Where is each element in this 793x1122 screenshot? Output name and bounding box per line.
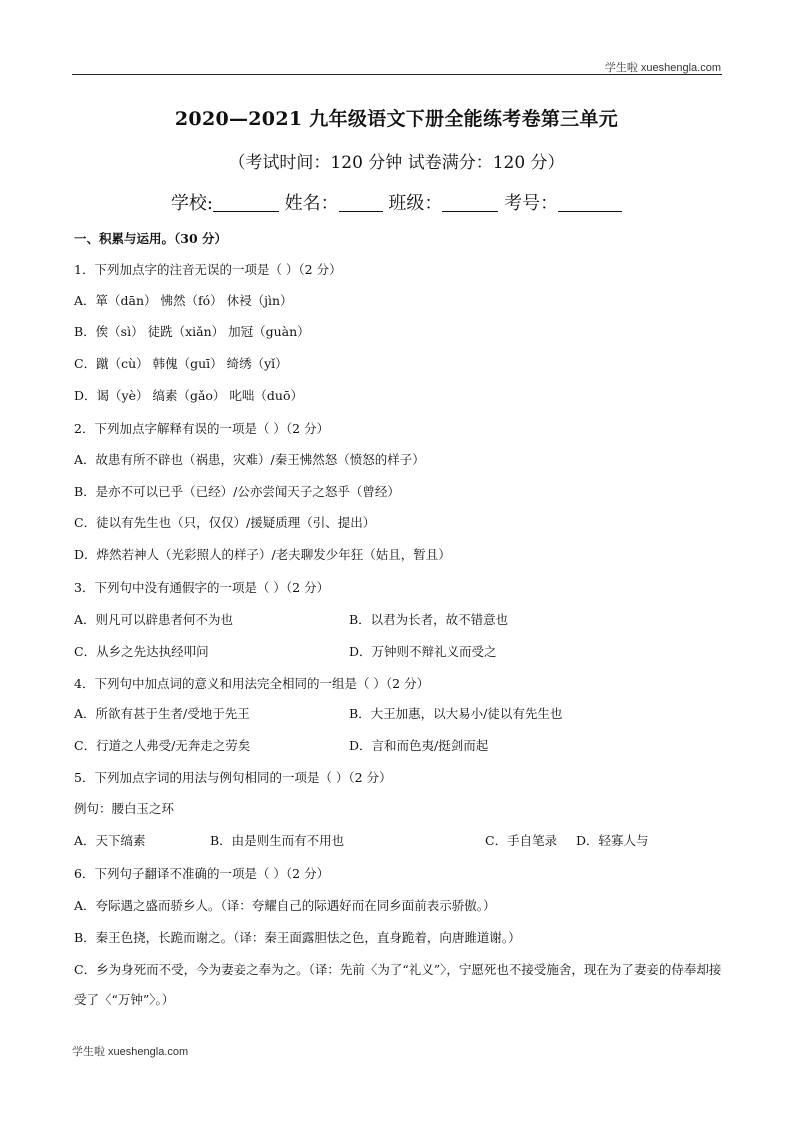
question-5-option-c: C．手自笔录 [485,833,558,848]
name-label: 姓名： [284,193,339,214]
question-4-stem: 4．下列句中加点词的意义和用法完全相同的一组是（ ）（2 分） [74,676,430,691]
question-5-option-a: A．天下缟素 [74,833,146,848]
question-6-option-a: A．夸际遇之盛而骄乡人。（译：夸耀自己的际遇好而在同乡面前表示骄傲。） [74,898,496,913]
question-5-stem: 5．下列加点字词的用法与例句相同的一项是（ ）（2 分） [74,770,392,785]
school-blank[interactable] [213,193,279,212]
question-3-stem: 3．下列句中没有通假字的一项是（ ）（2 分） [74,580,330,595]
question-3-option-d: D．万钟则不辩礼义而受之 [349,644,497,659]
question-4-option-d: D．言和而色夷/挺剑而起 [349,738,489,753]
question-1-stem: 1．下列加点字的注音无误的一项是（ ）（2 分） [74,262,342,277]
exam-no-blank[interactable] [558,193,622,212]
section-heading: 一、积累与运用。（30 分） [74,231,227,246]
student-info-line [0,189,793,215]
question-3-option-a: A．则凡可以辟患者何不为也 [74,612,234,627]
question-5-example: 例句：腰白玉之环 [74,801,175,816]
question-1-option-c: C．蹴（cù） 韩傀（guī） 绮绣（yǐ） [74,356,288,371]
question-4-option-c: C．行道之人弗受/无奔走之劳矣 [74,738,251,753]
question-3-option-c: C．从乡之先达执经叩问 [74,644,209,659]
question-3-option-b: B．以君为长者，故不错意也 [349,612,509,627]
question-6-option-b: B．秦王色挠，长跪而谢之。（译：秦王面露胆怯之色，直身跪着，向唐雎道谢。） [74,930,521,945]
name-blank[interactable] [339,193,383,212]
question-4-option-a: A．所欲有甚于生者/受地于先王 [74,706,250,721]
question-1-option-b: B．俟（sì） 徒跣（xiǎn） 加冠（guàn） [74,324,310,339]
question-2-option-b: B．是亦不可以已乎（已经）/公亦尝闻天子之怒乎（曾经） [74,484,400,499]
class-label: 班级： [388,193,443,214]
header-divider [72,74,722,75]
footer-site-text: 学生啦 xueshengla.com [72,1046,189,1058]
question-2-stem: 2．下列加点字解释有误的一项是（ ）（2 分） [74,421,330,436]
question-6-option-c: C．乡为身死而不受，今为妻妾之奉为之。（译：先前〈为了“礼义”〉，宁愿死也不接受施舍，现在为了妻妾的侍奉却接受了〈“万钟”〉。） [74,962,722,1007]
class-blank[interactable] [442,193,498,212]
question-1-option-d: D．谒（yè） 缟素（gǎo） 叱咄（duō） [74,388,303,403]
question-6-stem: 6．下列句子翻译不准确的一项是（ ）（2 分） [74,866,330,881]
question-2-option-d: D．烨然若神人（光彩照人的样子）/老夫聊发少年狂（姑且，暂且） [74,547,451,562]
question-2-option-a: A．故患有所不辟也（祸患，灾难）/秦王怫然怒（愤怒的样子） [74,452,425,467]
header-site-text: 学生啦 xueshengla.com [604,62,721,74]
question-4-option-b: B．大王加惠，以大易小/徒以有先生也 [349,706,563,721]
page-title: 2020—2021 九年级语文下册全能练考卷第三单元 [174,108,619,130]
question-1-option-a: A．箪（dān） 怫然（fó） 休祲（jìn） [74,293,293,308]
question-5-option-d: D．轻寡人与 [576,833,649,848]
exam-no-label: 考号： [504,193,559,214]
school-label: 学校: [170,193,213,214]
question-5-option-b: B．由是则生而有不用也 [210,833,345,848]
question-2-option-c: C．徒以有先生也（只，仅仅）/援疑质理（引、提出） [74,515,376,530]
exam-info: （考试时间：120 分钟 试卷满分：120 分） [228,153,565,173]
